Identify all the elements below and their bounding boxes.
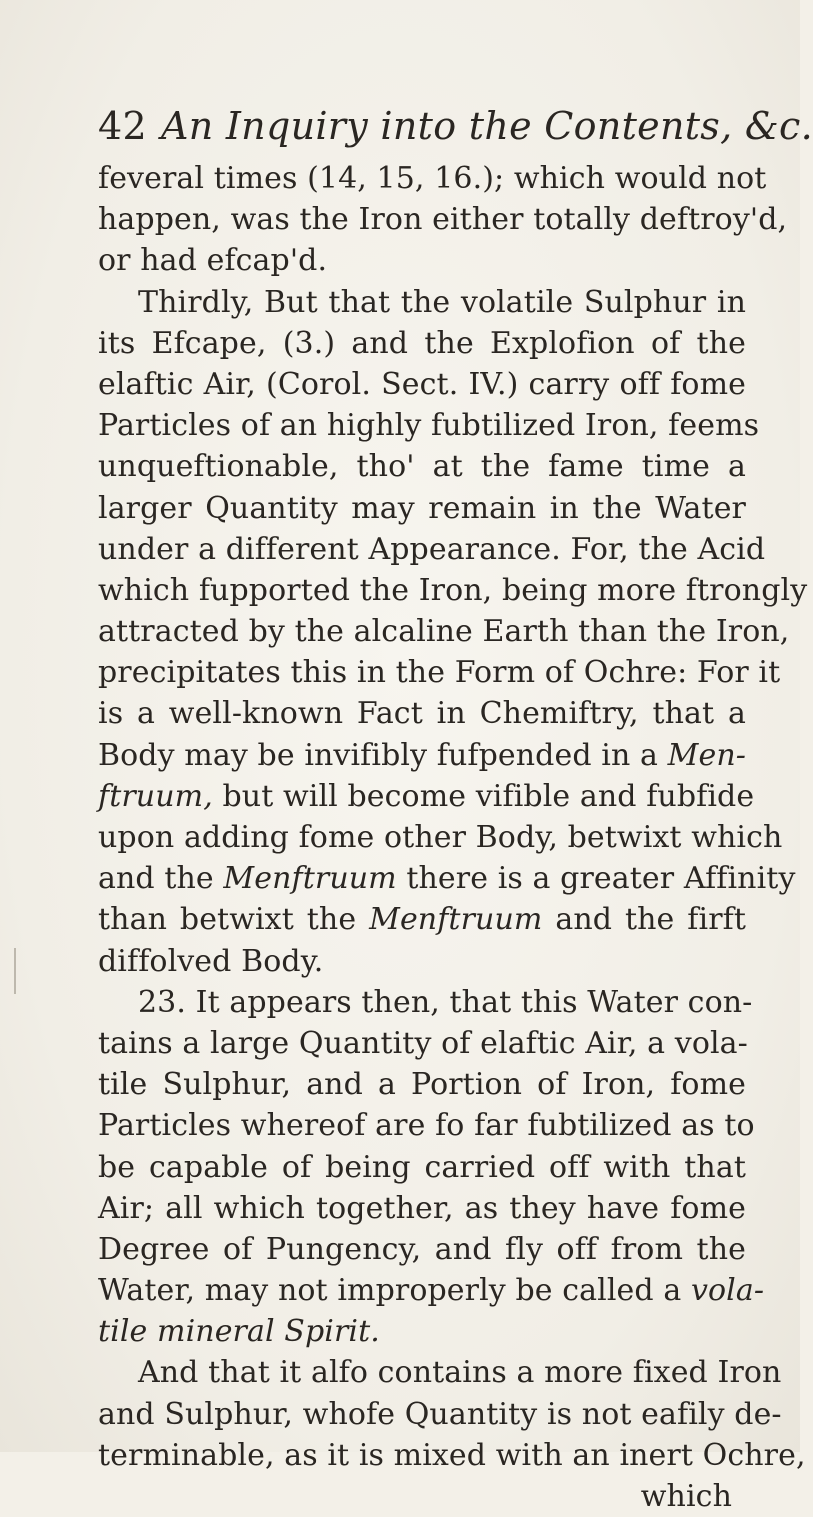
text-line: happen, was the Iron either totally deftroy'd, [98,202,788,238]
text-line [98,776,755,817]
text-line [98,735,746,776]
text-line: larger Quantity may remain in the Water [98,490,746,526]
text-line: tile Sulphur, and a Portion of Iron, fome [98,1067,746,1103]
text-run: Body may be invifibly fufpended in a [98,737,659,773]
text-run: Water, may not improperly be called a [98,1273,682,1309]
text-line: Air; all which together, as they have fome [98,1190,746,1226]
page-header [98,96,813,156]
italic-run: Menftruum [223,861,397,897]
text-line: And that it alfo contains a more fixed Iron [138,1355,782,1391]
margin-mark [14,948,16,994]
text-run: and the [98,861,214,897]
text-line: Particles whereof are fo far fubtilized as to [98,1108,755,1144]
text-run: there is a greater Affinity [406,861,796,897]
text-line: diffolved Body. [98,943,324,979]
text-line: which fupported the Iron, being more ftrongly [98,572,808,608]
running-title: An Inquiry into the Contents, &c. [160,104,813,148]
text-line: or had efcap'd. [98,243,328,279]
text-line: tile mineral Spirit. [98,1314,380,1350]
text-line: is a well-known Fact in Chemiftry, that a [98,696,746,732]
text-line: 23. It appears then, that this Water con- [138,984,753,1020]
text-line: precipitates this in the Form of Ochre: For it [98,655,781,691]
text-line: elaftic Air, (Corol. Sect. IV.) carry off fome [98,366,746,402]
italic-run: vola- [690,1273,765,1309]
page-number: 42 [98,104,147,148]
text-line [98,899,746,940]
text-line: terminable, as it is mixed with an inert Ochre, [98,1437,806,1473]
text-line: unqueftionable, tho' at the fame time a [98,449,746,485]
italic-run: ftruum, [98,778,213,814]
catchword: which [640,1479,732,1514]
text-line: and Sulphur, whofe Quantity is not eafily de- [98,1396,782,1432]
italic-run: Menftruum [369,902,543,938]
text-line: tains a large Quantity of elaftic Air, a vola- [98,1025,748,1061]
text-run: and the firft [555,902,747,938]
text-run: but will become vifible and fubfide [222,778,755,814]
text-line: its Efcape, (3.) and the Explofion of the [98,325,746,361]
text-line: Degree of Pungency, and fly off from the [98,1231,746,1267]
text-line: be capable of being carried off with that [98,1149,746,1185]
text-line: attracted by the alcaline Earth than the Iron, [98,614,790,650]
text-line: feveral times (14, 15, 16.); which would not [98,161,767,196]
body-text [98,158,808,1517]
italic-run: Men- [667,737,746,773]
text-line: Particles of an highly fubtilized Iron, feems [98,408,760,444]
text-line [98,858,796,899]
text-line: Thirdly, But that the volatile Sulphur in [138,284,746,320]
text-line: upon adding fome other Body, betwixt which [98,820,783,855]
text-run: than betwixt the [98,902,357,938]
text-line [98,1270,765,1311]
text-line: under a different Appearance. For, the Acid [98,531,766,567]
